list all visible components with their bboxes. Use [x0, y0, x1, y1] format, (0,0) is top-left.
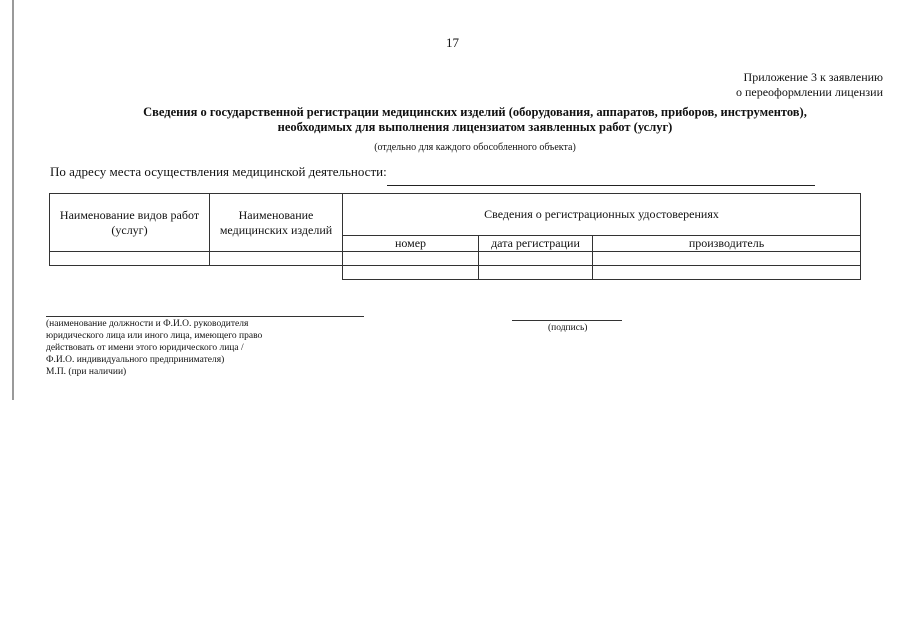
stamp-caption: М.П. (при наличии) — [46, 367, 127, 377]
official-name-caption — [46, 318, 262, 378]
caption-line: действовать от имени этого юридического лица / — [46, 343, 244, 353]
page-edge-line — [12, 0, 14, 400]
table-cell[interactable] — [343, 266, 479, 280]
caption-line: юридического лица или иного лица, имеющего право — [46, 331, 263, 341]
table-cell — [210, 266, 343, 280]
appendix-line-1: Приложение 3 к заявлению — [743, 70, 883, 84]
table-cell[interactable] — [50, 252, 210, 266]
registration-table — [49, 193, 861, 280]
title-line-1: Сведения о государственной регистрации медицинских изделий (оборудования, аппаратов, приборов, инструментов), — [143, 105, 807, 119]
table-row — [50, 266, 861, 280]
table-cell[interactable] — [593, 266, 861, 280]
caption-line: Ф.И.О. индивидуального предпринимателя) — [46, 355, 225, 365]
caption-line: (наименование должности и Ф.И.О. руководителя — [46, 319, 249, 329]
header-registration-date: дата регистрации — [479, 236, 593, 252]
table-row — [50, 252, 861, 266]
title-note: (отдельно для каждого обособленного объекта) — [374, 142, 576, 153]
header-manufacturer: производитель — [593, 236, 861, 252]
table-cell[interactable] — [479, 252, 593, 266]
header-device-names: Наименование медицинских изделий — [210, 194, 343, 252]
table-cell[interactable] — [343, 252, 479, 266]
table-cell[interactable] — [210, 252, 343, 266]
address-label: По адресу места осуществления медицинской деятельности: — [50, 164, 387, 179]
appendix-note — [736, 70, 883, 100]
signature-caption: (подпись) — [548, 323, 588, 333]
page-number: 17 — [446, 35, 459, 50]
official-name-line[interactable] — [46, 316, 364, 317]
table-cell[interactable] — [479, 266, 593, 280]
table-cell — [50, 266, 210, 280]
appendix-line-2: о переоформлении лицензии — [735, 85, 883, 99]
header-registration-info: Сведения о регистрационных удостоверениях — [343, 194, 861, 236]
table-cell[interactable] — [593, 252, 861, 266]
address-input-line[interactable] — [387, 185, 815, 186]
title-line-2: необходимых для выполнения лицензиатом заявленных работ (услуг) — [277, 120, 673, 134]
document-title — [90, 105, 860, 135]
header-work-types: Наименование видов работ (услуг) — [50, 194, 210, 252]
header-number: номер — [343, 236, 479, 252]
signature-line[interactable] — [512, 320, 622, 321]
